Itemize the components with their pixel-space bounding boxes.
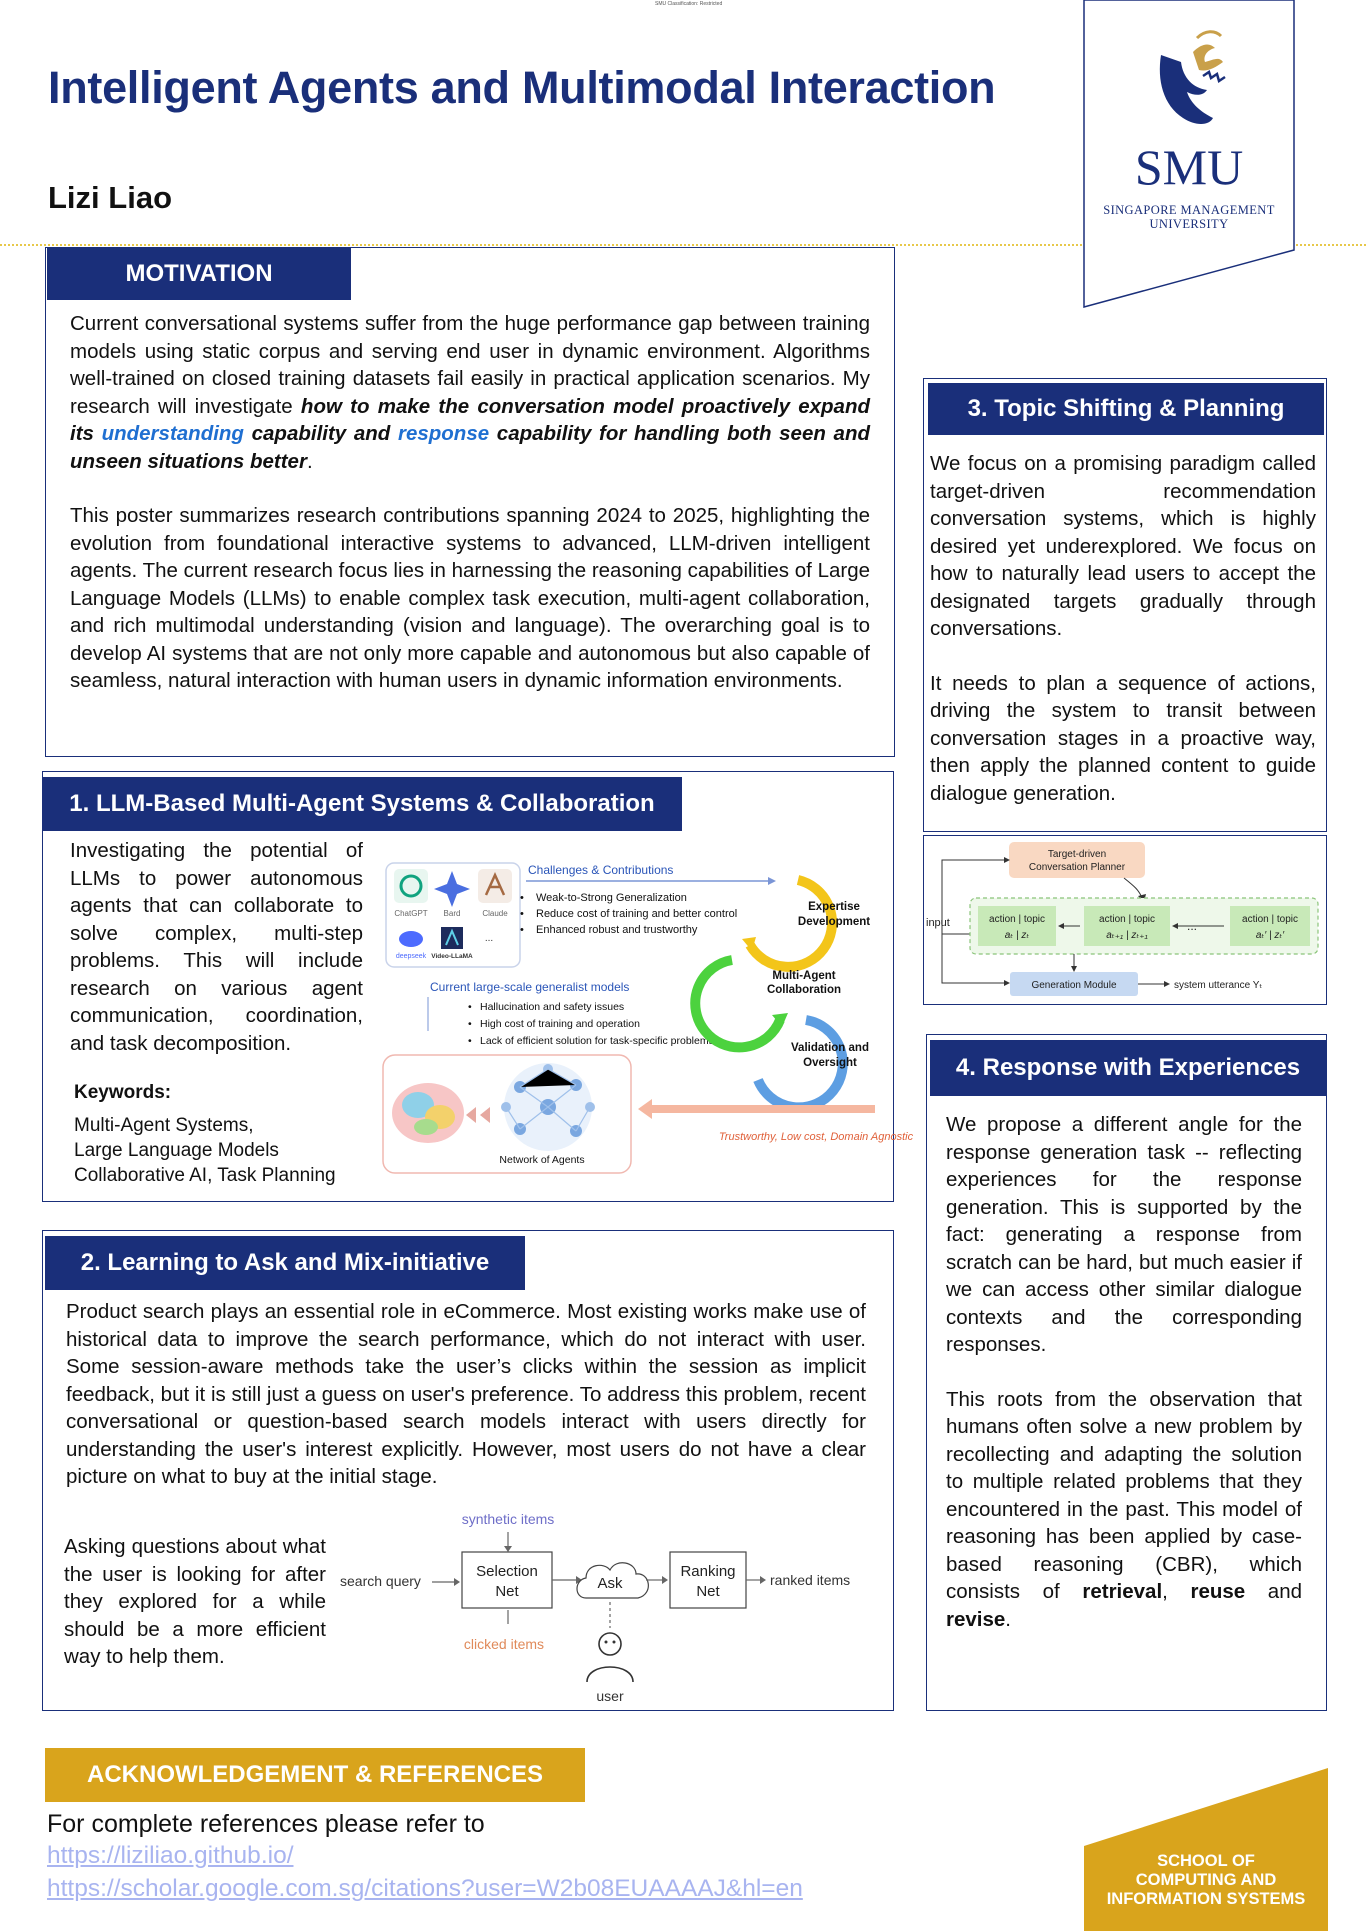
section4-paragraph-1: We propose a different angle for the response generation task -- reflecting experiences for the response generation. This is supported by the fact: generating a response from scratch can be hard, but much easier if we can access other similar dialogue contexts and the corresponding responses. bbox=[946, 1113, 1302, 1356]
section2-figure bbox=[336, 1506, 888, 1706]
svg-text:aₜ₊₁ | zₜ₊₁: aₜ₊₁ | zₜ₊₁ bbox=[1106, 930, 1148, 941]
svg-text:synthetic items: synthetic items bbox=[461, 1511, 555, 1527]
svg-text:Generation Module: Generation Module bbox=[1031, 980, 1117, 991]
svg-text:•: • bbox=[520, 908, 524, 920]
section4-text bbox=[946, 1111, 1302, 1633]
svg-text:•: • bbox=[468, 1035, 472, 1047]
section1-keywords bbox=[74, 1080, 374, 1188]
svg-text:aₜ | zₜ: aₜ | zₜ bbox=[1004, 930, 1030, 941]
poster-title: Intelligent Agents and Multimodal Interaction bbox=[48, 62, 996, 113]
svg-text:Claude: Claude bbox=[482, 909, 508, 918]
section2-text: Product search plays an essential role in eCommerce. Most existing works make use of historical data to improve the search performance, which do not interact with user. Some session-aware methods take the user’s clicks within the session as implicit feedback, but it is still just a guess on user's preference. To address this problem, recent conversational or question-based search models interact with users directly for understanding the user's interest explicitly. However, most users do not have a clear picture on what to buy at the initial stage. bbox=[66, 1300, 866, 1488]
svg-text:Hallucination and safety issue: Hallucination and safety issues bbox=[480, 1001, 625, 1013]
svg-text:•: • bbox=[468, 1018, 472, 1030]
scholar-link[interactable]: https://scholar.google.com.sg/citations?user=W2b08EUAAAAJ&hl=en bbox=[47, 1875, 803, 1902]
svg-text:Video-LLaMA: Video-LLaMA bbox=[431, 953, 473, 960]
classification-label: SMU Classification: Restricted bbox=[655, 1, 723, 7]
references-text: For complete references please refer to bbox=[47, 1810, 485, 1838]
svg-text:search query: search query bbox=[340, 1573, 421, 1589]
section1-figure bbox=[380, 855, 914, 1180]
deepseek-icon bbox=[399, 931, 423, 947]
svg-text:user: user bbox=[596, 1688, 624, 1704]
smu-logo-text: SMU bbox=[1134, 139, 1244, 195]
smu-logo-subtitle: SINGAPORE MANAGEMENT UNIVERSITY bbox=[1103, 203, 1275, 231]
svg-text:system utterance Yₜ: system utterance Yₜ bbox=[1174, 980, 1263, 991]
svg-text:Multi-Agent: Multi-Agent bbox=[772, 970, 836, 982]
chatgpt-icon bbox=[394, 869, 428, 903]
keywords-label: Keywords: bbox=[74, 1082, 172, 1103]
svg-text:clicked items: clicked items bbox=[463, 1636, 545, 1652]
section3-heading: 3. Topic Shifting & Planning bbox=[928, 383, 1324, 435]
section4-paragraph-2: This roots from the observation that humans often solve a new problem by recollecting and adapting the solution to multiple related problems that they encountered in the past. This model of reasoning has been applied by case-based reasoning (CBR), which consists of retrieval, reuse and revise. bbox=[946, 1387, 1302, 1631]
svg-text:Network of Agents: Network of Agents bbox=[499, 1154, 585, 1166]
keyword-item: Collaborative AI, Task Planning bbox=[74, 1165, 336, 1186]
user-icon bbox=[587, 1633, 633, 1682]
svg-text:...: ... bbox=[1186, 919, 1198, 933]
section3-text bbox=[930, 450, 1316, 807]
svg-text:Bard: Bard bbox=[443, 909, 461, 918]
svg-text:Conversation Planner: Conversation Planner bbox=[1028, 862, 1126, 873]
svg-text:•: • bbox=[520, 892, 524, 904]
motivation-text bbox=[70, 310, 870, 695]
svg-text:High cost of training and oper: High cost of training and operation bbox=[480, 1018, 640, 1030]
svg-text:Reduce cost of training and be: Reduce cost of training and better control bbox=[536, 908, 738, 920]
svg-text:Lack of efficient solution for: Lack of efficient solution for task-specific problems bbox=[480, 1035, 714, 1047]
svg-text:Enhanced robust and trustworth: Enhanced robust and trustworthy bbox=[536, 924, 698, 936]
section3-paragraph-1: We focus on a promising paradigm called target-driven recommendation conversation systems, which is highly desired yet underexplored. We focus on how to naturally lead users to accept the designated targets gradually through conversations. bbox=[930, 452, 1316, 640]
svg-text:Ranking: Ranking bbox=[680, 1563, 736, 1580]
author-name: Lizi Liao bbox=[48, 180, 172, 215]
section2-text-2: Asking questions about what the user is looking for after they explored for a while should be a more efficient way to help them. bbox=[64, 1535, 326, 1668]
svg-text:aₜ′ | zₜ′: aₜ′ | zₜ′ bbox=[1255, 930, 1285, 941]
school-label: SCHOOL OF COMPUTING AND INFORMATION SYSTEMS bbox=[1106, 1852, 1306, 1908]
svg-text:Net: Net bbox=[696, 1583, 720, 1600]
svg-text:Selection: Selection bbox=[476, 1563, 538, 1580]
svg-text:ranked items: ranked items bbox=[770, 1572, 851, 1588]
svg-text:•: • bbox=[468, 1001, 472, 1013]
svg-text:•: • bbox=[520, 924, 524, 936]
svg-text:...: ... bbox=[484, 933, 494, 944]
svg-text:action | topic: action | topic bbox=[989, 914, 1045, 925]
svg-text:Development: Development bbox=[797, 916, 871, 928]
section3-paragraph-2: It needs to plan a sequence of actions, driving the system to transit between conversation stages in a proactive way, then apply the planned content to guide dialogue generation. bbox=[930, 671, 1316, 805]
keyword-item: Multi-Agent Systems, bbox=[74, 1115, 254, 1136]
svg-text:action | topic: action | topic bbox=[1242, 914, 1298, 925]
keyword-item: Large Language Models bbox=[74, 1140, 279, 1161]
svg-text:Target-driven: Target-driven bbox=[1047, 849, 1107, 860]
svg-text:action | topic: action | topic bbox=[1099, 914, 1155, 925]
svg-text:Weak-to-Strong Generalization: Weak-to-Strong Generalization bbox=[536, 892, 687, 904]
section3-figure bbox=[924, 838, 1324, 1000]
brain-icon bbox=[392, 1083, 464, 1143]
motivation-paragraph-2: This poster summarizes research contributions spanning 2024 to 2025, highlighting the evolution from foundational interactive systems to advanced, LLM-driven intelligent agents. The current research focus lies in harnessing the reasoning capabilities of Large Language Models (LLMs) to enable complex task execution, multi-agent collaboration, and rich multimodal understanding (vision and language). The overarching goal is to develop AI systems that are not only more capable and autonomous but also capable of seamless, natural interaction with human users in dynamic information environments. bbox=[70, 504, 870, 692]
svg-text:Net: Net bbox=[495, 1583, 519, 1600]
svg-text:Challenges & Contributions: Challenges & Contributions bbox=[528, 863, 674, 877]
svg-text:deepseek: deepseek bbox=[395, 953, 427, 960]
section1-text: Investigating the potential of LLMs to power autonomous agents that can collaborate to solve complex, multi-step problems. This will include research on various agent communication, coordination, and task decomposition. bbox=[70, 839, 363, 1055]
svg-text:Expertise: Expertise bbox=[808, 901, 860, 913]
svg-text:Oversight: Oversight bbox=[803, 1057, 857, 1069]
svg-text:Trustworthy, Low cost, Domain: Trustworthy, Low cost, Domain Agnostic bbox=[718, 1131, 914, 1143]
section4-heading: 4. Response with Experiences bbox=[930, 1040, 1326, 1096]
acknowledgement-heading: ACKNOWLEDGEMENT & REFERENCES bbox=[45, 1748, 585, 1802]
section1-heading: 1. LLM-Based Multi-Agent Systems & Collaboration bbox=[42, 777, 682, 831]
svg-text:input: input bbox=[926, 917, 950, 929]
homepage-link[interactable]: https://liziliao.github.io/ bbox=[47, 1842, 294, 1869]
svg-text:Validation and: Validation and bbox=[791, 1042, 869, 1054]
motivation-heading: MOTIVATION bbox=[47, 248, 351, 300]
svg-text:Current large-scale generalist: Current large-scale generalist models bbox=[430, 980, 630, 994]
motivation-paragraph-1: Current conversational systems suffer from the huge performance gap between training models using static corpus and serving end user in dynamic environment. Algorithms well-trained on closed training datasets fail easily in practical application scenarios. My research will investigate how to make the conversation model proactively expand its understanding capability and response capability for handling both seen and unseen situations better. bbox=[70, 312, 870, 473]
section2-heading: 2. Learning to Ask and Mix-initiative bbox=[45, 1236, 525, 1290]
svg-text:ChatGPT: ChatGPT bbox=[394, 909, 428, 918]
svg-text:Ask: Ask bbox=[597, 1575, 623, 1592]
svg-text:Collaboration: Collaboration bbox=[766, 984, 842, 996]
